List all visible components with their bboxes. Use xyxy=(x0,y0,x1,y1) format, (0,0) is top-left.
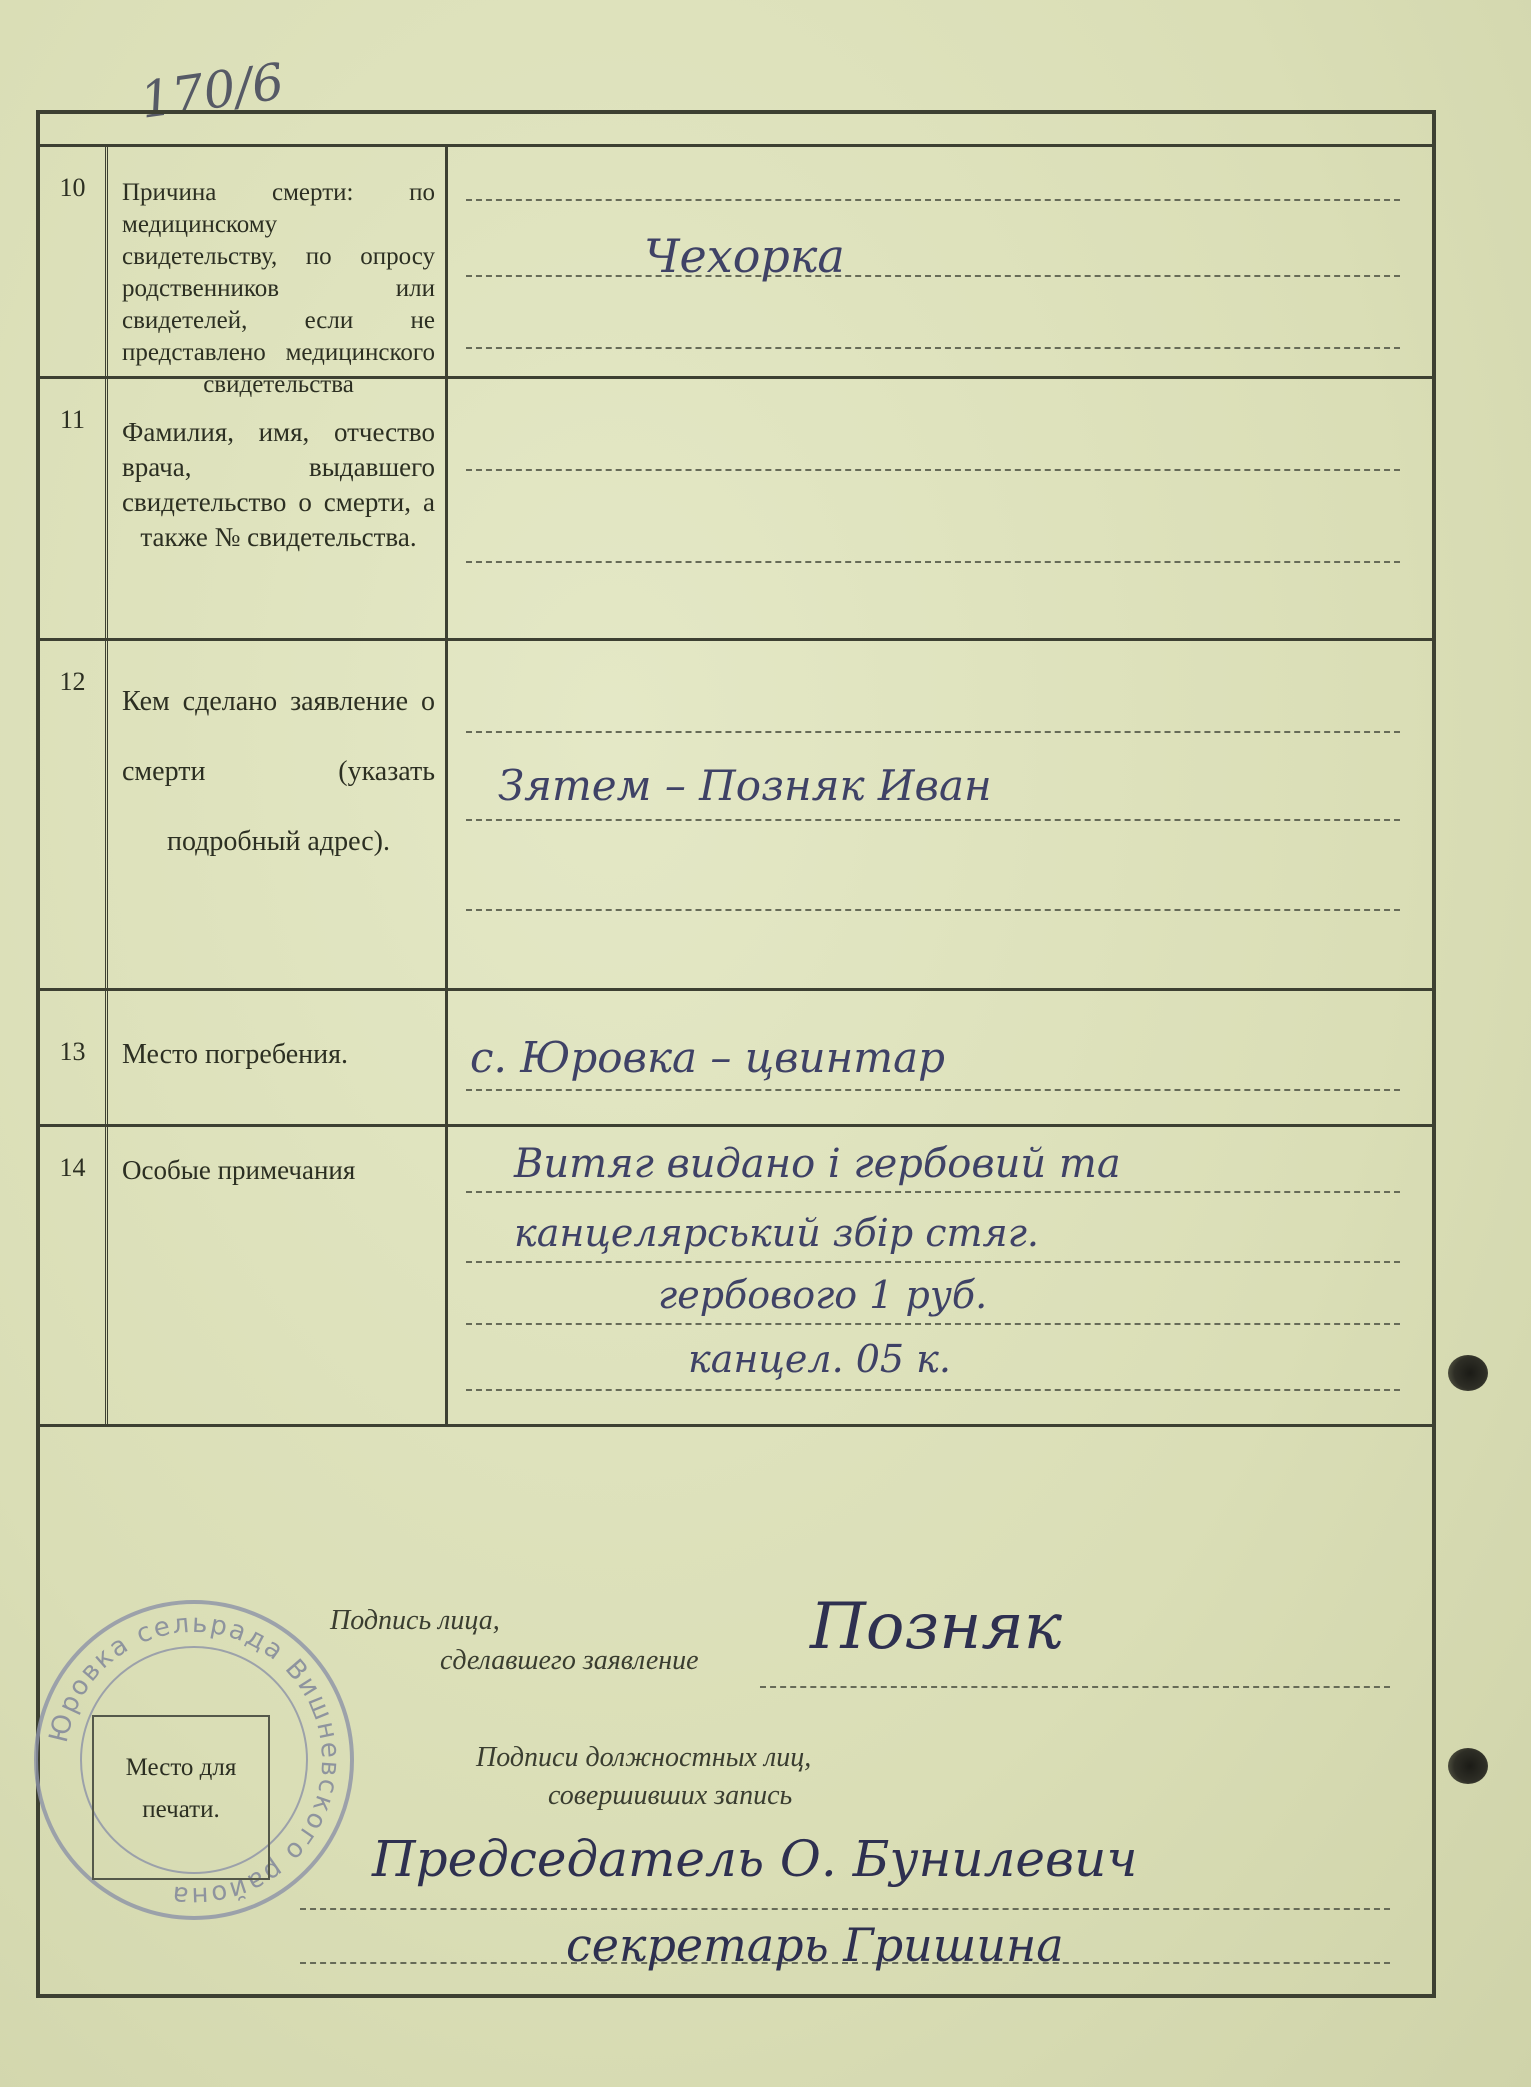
dotted-line xyxy=(466,1389,1400,1391)
row-label: Причина смерти: по медицинскому свидетельству, по опросу родственников или свидетелей, если не представлено медицинского свидетельства xyxy=(108,147,448,376)
burial-place-field xyxy=(448,991,1436,1124)
handwritten-burial-place: с. Юровка – цвинтар xyxy=(470,1033,946,1082)
form-table xyxy=(40,144,1436,1427)
row-label: Место погребения. xyxy=(108,991,448,1124)
official-signature-1: Председатель О. Бунилевич xyxy=(372,1830,1138,1888)
dotted-line xyxy=(466,199,1400,201)
declarant-field xyxy=(448,641,1436,988)
dotted-line xyxy=(466,347,1400,349)
dotted-line xyxy=(466,1323,1400,1325)
seal-box-text: печати. xyxy=(142,1796,220,1823)
row-burial-place xyxy=(40,991,1436,1127)
row-declarant xyxy=(40,641,1436,991)
doctor-field xyxy=(448,379,1436,638)
declarant-signature: Позняк xyxy=(810,1590,1062,1664)
cause-of-death-field xyxy=(448,147,1436,376)
dotted-line xyxy=(466,909,1400,911)
seal-box-text: Место для xyxy=(125,1754,237,1781)
officials-caption-1: Подписи должностных лиц, xyxy=(476,1742,812,1773)
handwritten-note-line: гербового 1 руб. xyxy=(658,1273,988,1317)
dotted-line xyxy=(466,819,1400,821)
handwritten-note-line: канцел. 05 к. xyxy=(688,1337,951,1381)
handwritten-note-line: Витяг видано і гербовий та xyxy=(514,1141,1121,1187)
handwritten-cause: Чехорка xyxy=(644,229,845,283)
handwritten-declarant: Зятем – Позняк Иван xyxy=(498,761,992,810)
dotted-line xyxy=(466,731,1400,733)
handwritten-note-line: канцелярський збір стяг. xyxy=(514,1211,1039,1255)
row-number: 12 xyxy=(40,641,108,988)
dotted-line xyxy=(466,469,1400,471)
dotted-line xyxy=(466,1261,1400,1263)
officials-signature-line xyxy=(300,1908,1390,1910)
row-number: 10 xyxy=(40,147,108,376)
officials-caption-2: совершивших запись xyxy=(548,1780,793,1811)
declarant-signature-line xyxy=(760,1686,1390,1688)
dotted-line xyxy=(466,561,1400,563)
row-label: Фамилия, имя, отчество врача, выдавшего свидетельство о смерти, а также № свидетельства. xyxy=(108,379,448,638)
dotted-line xyxy=(466,1089,1400,1091)
punch-hole xyxy=(1448,1748,1488,1784)
row-cause-of-death xyxy=(40,147,1436,398)
sheet-number: 170/6 xyxy=(136,52,288,130)
row-number: 11 xyxy=(40,379,108,638)
official-signature-2: секретарь Гришина xyxy=(566,1918,1064,1972)
stamp-text: Юровка сельрада Вишневского района xyxy=(43,1608,346,1912)
row-doctor xyxy=(40,379,1436,641)
declarant-caption-1: Подпись лица, xyxy=(330,1605,500,1636)
row-number: 13 xyxy=(40,991,108,1124)
notes-field xyxy=(448,1127,1436,1424)
row-label: Кем сделано заявление о смерти (указать подробный адрес). xyxy=(108,641,448,988)
declarant-caption-2: сделавшего заявление xyxy=(440,1645,699,1676)
dotted-line xyxy=(466,275,1400,277)
seal-placeholder-box xyxy=(92,1715,270,1880)
row-notes xyxy=(40,1127,1436,1427)
dotted-line xyxy=(466,1191,1400,1193)
punch-hole xyxy=(1448,1355,1488,1391)
row-label: Особые примечания xyxy=(108,1127,448,1424)
row-number: 14 xyxy=(40,1127,108,1424)
